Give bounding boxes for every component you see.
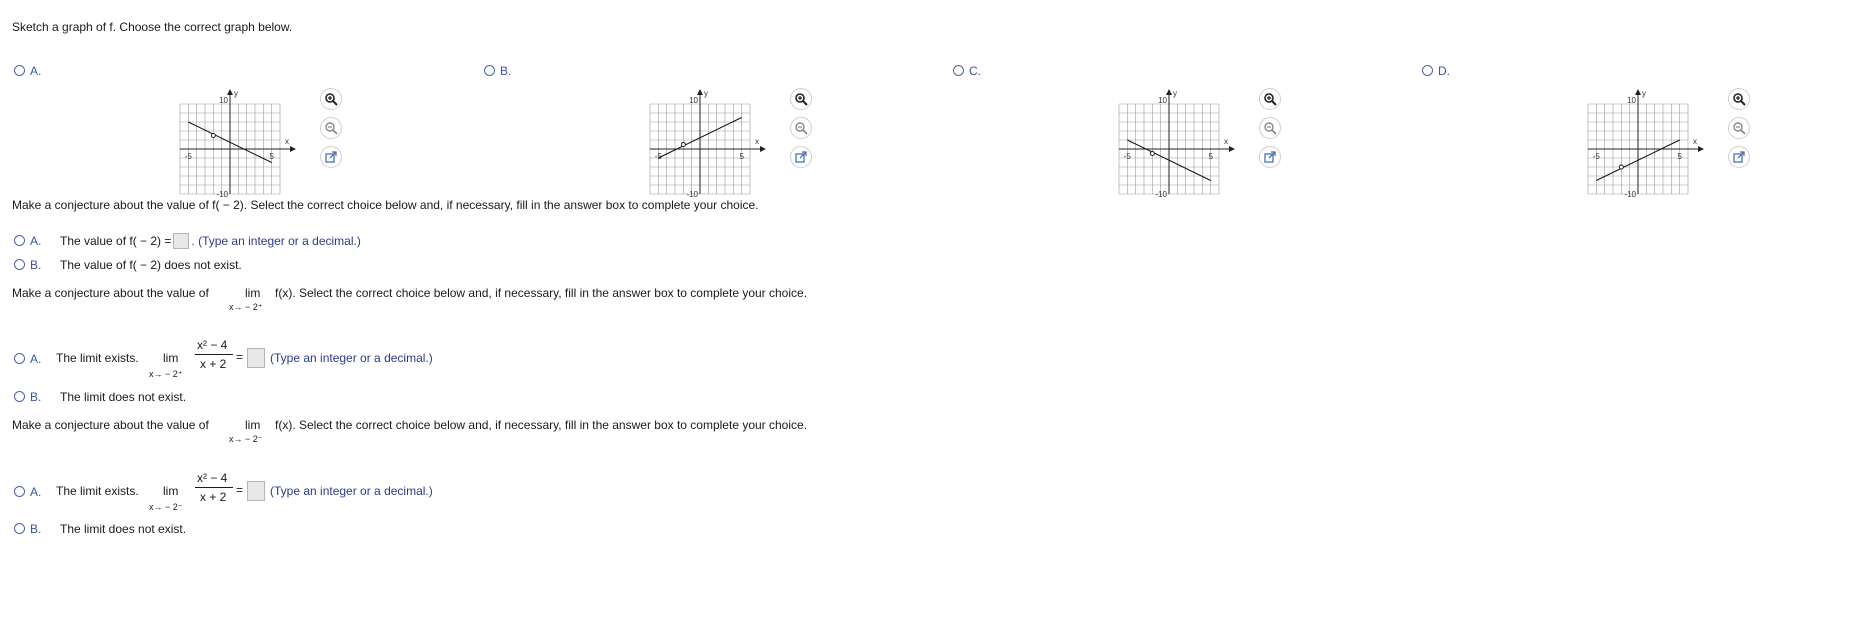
y-axis-arrow: [1635, 89, 1641, 95]
q4-choice-b-text: The limit does not exist.: [60, 522, 187, 536]
graph-option-0[interactable]: [14, 64, 41, 78]
y-tick-top: 10: [219, 96, 228, 105]
q3-choice-a-head[interactable]: [14, 352, 60, 366]
zoom-out-icon[interactable]: [1728, 117, 1750, 139]
hole-point: [211, 134, 215, 138]
q2-choice-a-radio[interactable]: [14, 235, 25, 246]
x-tick-right: 5: [1677, 152, 1682, 161]
q4-lim-sub: x→ − 2⁻: [229, 434, 263, 444]
q3-denominator: x + 2: [200, 357, 227, 371]
q3-choice-a-text: The limit exists.: [56, 351, 139, 365]
q2-prompt: Make a conjecture about the value of f( − 2). Select the correct choice below and, if necessary, fill in the answer box to complete your choice.: [12, 198, 759, 212]
q3-answer-wrap: [245, 348, 267, 368]
graph-option-letter: A.: [30, 64, 42, 78]
x-axis-label: x: [1693, 137, 1697, 146]
y-tick-bottom: -10: [686, 190, 698, 198]
q3-lim-sub-choice: x→ − 2⁺: [149, 369, 183, 379]
graph-1: [640, 86, 770, 198]
hole-point: [1619, 165, 1623, 169]
q3-choice-b-text: The limit does not exist.: [60, 390, 187, 404]
graph-option-radio[interactable]: [14, 65, 25, 76]
q3-choice-b-radio[interactable]: [14, 391, 25, 402]
q4-prompt-post: f(x). Select the correct choice below and, if necessary, fill in the answer box to complete your choice.: [275, 418, 808, 432]
x-tick-left: -5: [184, 152, 192, 161]
q4-lim-word-choice: lim: [163, 484, 179, 498]
x-tick-left: -5: [654, 152, 662, 161]
q2-choice-a-hint: . (Type an integer or a decimal.): [191, 234, 361, 248]
zoom-out-icon[interactable]: [320, 117, 342, 139]
graph-option-2[interactable]: [953, 64, 981, 78]
q4-choice-b[interactable]: [14, 522, 186, 536]
q4-answer-box[interactable]: [247, 481, 265, 501]
y-tick-top: 10: [1627, 96, 1636, 105]
hole-point: [681, 143, 685, 147]
x-tick-left: -5: [1592, 152, 1600, 161]
popout-icon[interactable]: [1259, 146, 1281, 168]
x-tick-left: -5: [1123, 152, 1131, 161]
q4-lim-word: lim: [245, 418, 261, 432]
x-tick-right: 5: [1208, 152, 1213, 161]
graph-2: [1109, 86, 1239, 198]
graph-3: [1578, 86, 1708, 198]
graph-option-radio[interactable]: [1422, 65, 1433, 76]
zoom-in-icon[interactable]: [1728, 88, 1750, 110]
q2-answer-box[interactable]: [173, 233, 189, 249]
graph-0: [170, 86, 300, 198]
q2-choice-b-radio[interactable]: [14, 259, 25, 270]
q3-choice-b[interactable]: [14, 390, 186, 404]
q2-choice-b-letter: B.: [30, 258, 42, 272]
popout-icon[interactable]: [1728, 146, 1750, 168]
graph-option-letter: D.: [1438, 64, 1450, 78]
q3-equals: =: [236, 350, 244, 364]
x-axis-label: x: [1224, 137, 1228, 146]
graph-option-radio[interactable]: [484, 65, 495, 76]
x-tick-right: 5: [739, 152, 744, 161]
q4-fraction-bar: [195, 487, 233, 488]
q4-prompt-pre: Make a conjecture about the value of: [12, 418, 209, 432]
q3-prompt-post: f(x). Select the correct choice below and, if necessary, fill in the answer box to complete your choice.: [275, 286, 808, 300]
q3-numerator: x² − 4: [197, 338, 228, 352]
q4-choice-b-letter: B.: [30, 522, 42, 536]
y-tick-bottom: -10: [1155, 190, 1167, 198]
zoom-out-icon[interactable]: [1259, 117, 1281, 139]
q4-choice-a-hint: (Type an integer or a decimal.): [270, 484, 433, 498]
q2-choice-b-text: The value of f( − 2) does not exist.: [60, 258, 242, 272]
graph-option-letter: B.: [500, 64, 512, 78]
zoom-in-icon[interactable]: [320, 88, 342, 110]
y-axis-arrow: [697, 89, 703, 95]
y-axis-label: y: [1173, 89, 1177, 98]
y-axis-arrow: [227, 89, 233, 95]
q4-denominator: x + 2: [200, 490, 227, 504]
x-axis-arrow: [1698, 146, 1704, 152]
y-axis-arrow: [1166, 89, 1172, 95]
x-axis-arrow: [1229, 146, 1235, 152]
q2-choice-a-text: The value of f( − 2) =: [60, 234, 172, 248]
graph-option-1[interactable]: [484, 64, 511, 78]
hole-point: [1150, 152, 1154, 156]
popout-icon[interactable]: [320, 146, 342, 168]
y-axis-label: y: [704, 89, 708, 98]
q4-choice-a-letter: A.: [30, 485, 42, 499]
q2-choice-a-letter: A.: [30, 234, 42, 248]
question-instruction: Sketch a graph of f. Choose the correct graph below.: [12, 20, 293, 34]
q2-choice-a[interactable]: [14, 233, 361, 249]
popout-icon[interactable]: [790, 146, 812, 168]
y-tick-bottom: -10: [1624, 190, 1636, 198]
y-tick-bottom: -10: [216, 190, 228, 198]
q4-lim-sub-choice: x→ − 2⁻: [149, 502, 183, 512]
q4-answer-wrap: [245, 481, 267, 501]
q3-lim-word: lim: [245, 286, 261, 300]
graph-option-radio[interactable]: [953, 65, 964, 76]
y-axis-label: y: [234, 89, 238, 98]
q4-numerator: x² − 4: [197, 471, 228, 485]
x-axis-label: x: [285, 137, 289, 146]
q3-lim-word-choice: lim: [163, 351, 179, 365]
x-axis-arrow: [760, 146, 766, 152]
q3-choice-b-letter: B.: [30, 390, 42, 404]
zoom-in-icon[interactable]: [790, 88, 812, 110]
x-tick-right: 5: [269, 152, 274, 161]
zoom-out-icon[interactable]: [790, 117, 812, 139]
q4-choice-a-radio[interactable]: [14, 486, 25, 497]
y-axis-label: y: [1642, 89, 1646, 98]
y-tick-top: 10: [689, 96, 698, 105]
q3-choice-a-radio[interactable]: [14, 353, 25, 364]
x-axis-arrow: [290, 146, 296, 152]
q4-equals: =: [236, 483, 244, 497]
graph-option-letter: C.: [969, 64, 981, 78]
zoom-in-icon[interactable]: [1259, 88, 1281, 110]
q4-choice-a-text: The limit exists.: [56, 484, 139, 498]
q3-lim-sub: x→ − 2⁺: [229, 302, 263, 312]
q4-choice-b-radio[interactable]: [14, 523, 25, 534]
q2-choice-b[interactable]: [14, 258, 242, 272]
q3-prompt-pre: Make a conjecture about the value of: [12, 286, 209, 300]
q3-choice-a-hint: (Type an integer or a decimal.): [270, 351, 433, 365]
x-axis-label: x: [755, 137, 759, 146]
q4-choice-a-head[interactable]: [14, 485, 60, 499]
q3-choice-a-letter: A.: [30, 352, 42, 366]
y-tick-top: 10: [1158, 96, 1167, 105]
q3-fraction-bar: [195, 354, 233, 355]
graph-option-3[interactable]: [1422, 64, 1450, 78]
q3-answer-box[interactable]: [247, 348, 265, 368]
